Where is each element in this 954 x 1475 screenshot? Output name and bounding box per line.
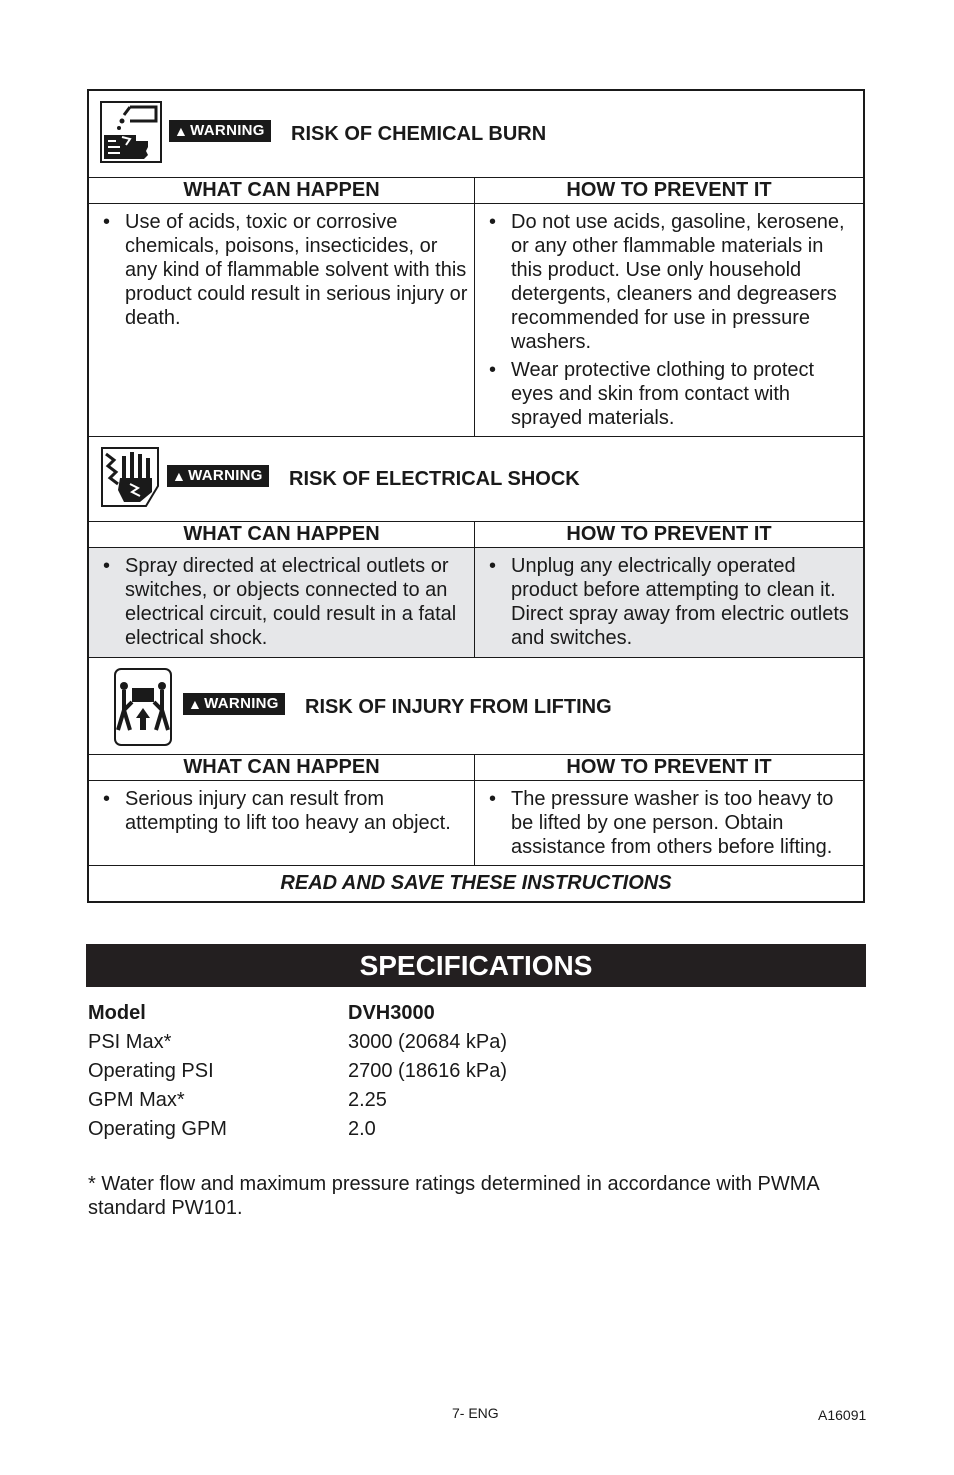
chemical-burn-hand-icon [100,101,162,163]
column-headers [89,178,863,204]
electrical-shock-header [89,437,863,522]
list-item: • Unplug any electrically operated product before attempting to clean it. Direct spray away from electric outlets and switches. [489,555,849,649]
spec-footnote: * Water flow and maximum pressure ratings determined in accordance with PWMA standard PW101. [88,1173,819,1219]
how-to-prevent-cell [475,204,863,436]
warning-badge: ▲ WARNING [183,693,285,715]
list-item: • The pressure washer is too heavy to be lifted by one person. Obtain assistance from others before lifting. [489,788,834,858]
warning-triangle-icon: ▲ [188,696,203,712]
list-item: • Use of acids, toxic or corrosive chemicals, poisons, insecticides, or any kind of flammable solvent with this product could result in serious injury or death. [103,211,468,329]
two-person-lift-icon [114,668,172,746]
how-to-prevent-header: HOW TO PREVENT IT [566,756,772,778]
how-to-prevent-cell [475,781,863,865]
how-to-prevent-header: HOW TO PREVENT IT [566,179,772,201]
list-item: • Wear protective clothing to protect eyes and skin from contact with sprayed materials. [489,359,815,429]
what-can-happen-cell [89,548,475,657]
warning-badge: ▲ WARNING [169,120,271,142]
electrical-shock-hand-icon [100,446,160,508]
chemical-burn-header [89,91,863,178]
warning-triangle-icon: ▲ [174,123,189,139]
warning-badge: ▲ WARNING [167,465,269,487]
column-headers [89,755,863,781]
specifications-title: SPECIFICATIONS [86,944,866,987]
what-can-happen-header: WHAT CAN HAPPEN [89,755,475,780]
read-and-save-footer: READ AND SAVE THESE INSTRUCTIONS [280,872,672,894]
what-can-happen-header: WHAT CAN HAPPEN [89,522,475,547]
risk-title: RISK OF CHEMICAL BURN [291,123,547,145]
column-headers [89,522,863,548]
page-number: 7- ENG [452,1405,499,1421]
warning-triangle-icon: ▲ [172,468,187,484]
risk-title: RISK OF ELECTRICAL SHOCK [289,468,580,490]
chemical-burn-body [89,204,863,437]
lifting-body [89,781,863,866]
what-can-happen-cell [89,204,475,436]
lifting-header [89,658,863,755]
how-to-prevent-cell [475,548,863,657]
what-can-happen-header: WHAT CAN HAPPEN [89,178,475,203]
document-code: A16091 [818,1407,867,1423]
list-item: • Serious injury can result from attempting to lift too heavy an object. [103,788,451,834]
how-to-prevent-header: HOW TO PREVENT IT [566,523,772,545]
warning-table [87,89,865,903]
risk-title: RISK OF INJURY FROM LIFTING [305,696,612,718]
what-can-happen-cell [89,781,475,865]
list-item: • Do not use acids, gasoline, kerosene, or any other flammable materials in this product. Use only household detergents, cleaners and degreasers recommended for use in pressure washers. [489,211,845,353]
list-item: • Spray directed at electrical outlets or switches, or objects connected to an electrical circuit, could result in a fatal electrical shock. [103,555,457,649]
electrical-shock-body [89,548,863,658]
